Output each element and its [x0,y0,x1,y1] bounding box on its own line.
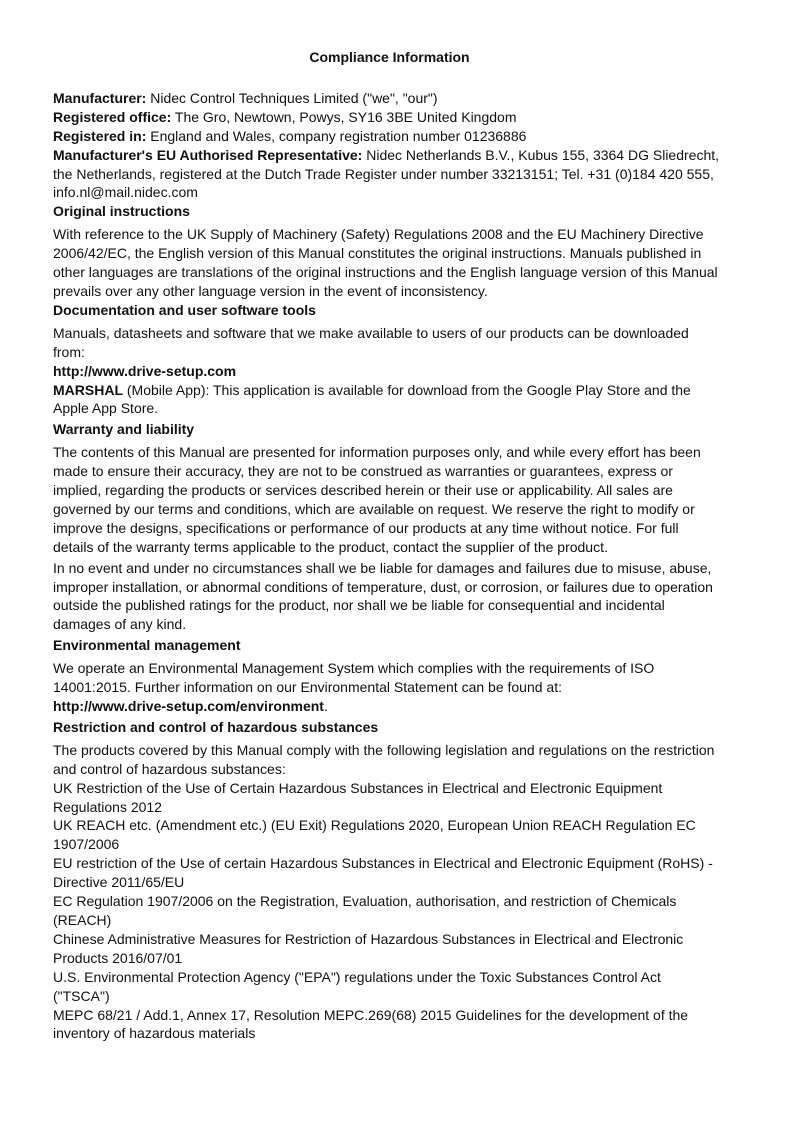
documentation-heading: Documentation and user software tools [53,301,316,318]
hazardous-heading: Restriction and control of hazardous substances [53,718,379,735]
warranty-heading: Warranty and liability [53,421,195,438]
environmental-text: We operate an Environmental Management System which complies with the requirements of ISO 14001:2015. Further information on our Environmental Statement can be found at: [53,660,655,696]
original-instructions-text: With reference to the UK Supply of Machinery (Safety) Regulations 2008 and the EU Machinery Directive 2006/42/EC, the English version of this Manual constitutes the original instructions. Manuals published in other languages are translations of the original instructions and the English language version of this Manual prevails over any other language version in the event of inconsistency. [53,226,718,299]
eu-representative-line [53,146,721,203]
marshal-label: MARSHAL [53,381,123,398]
marshal-line [53,381,721,419]
hazardous-item: Chinese Administrative Measures for Restriction of Hazardous Substances in Electrical and Electronic Products 2016/07/01 [53,930,684,966]
registered-office-value: The Gro, Newtown, Powys, SY16 3BE United Kingdom [171,108,517,125]
hazardous-intro: The products covered by this Manual comply with the following legislation and regulations on the restriction and control of hazardous substances: [53,741,715,777]
hazardous-item: MEPC 68/21 / Add.1, Annex 17, Resolution MEPC.269(68) 2015 Guidelines for the development of the inventory of hazardous materials [53,1006,689,1042]
eu-representative-value: Nidec Netherlands B.V., Kubus 155, 3364 DG Sliedrecht, the Netherlands, registered at the Dutch Trade Register under number 33213151; Tel. +31 (0)184 420 555, info.nl@mail.nidec.com [53,146,720,201]
registered-in-value: England and Wales, company registration number 01236886 [146,127,527,144]
hazardous-item: EU restriction of the Use of certain Hazardous Substances in Electrical and Electronic Equipment (RoHS) - Directive 2011/65/EU [53,855,713,891]
manufacturer-label: Manufacturer: [53,89,147,106]
registered-in-label: Registered in: [53,127,147,144]
hazardous-item: UK REACH etc. (Amendment etc.) (EU Exit) Regulations 2020, European Union REACH Regulation EC 1907/2006 [53,817,696,853]
hazardous-item: UK Restriction of the Use of Certain Hazardous Substances in Electrical and Electronic Equipment Regulations 2012 [53,779,663,815]
registered-office-line [53,108,721,127]
hazardous-item: U.S. Environmental Protection Agency ("EPA") regulations under the Toxic Substances Control Act ("TSCA") [53,968,661,1004]
environmental-link-suffix: . [323,698,328,714]
environmental-link-line [53,697,721,716]
manufacturer-value: Nidec Control Techniques Limited ("we", "our") [146,89,438,106]
warranty-paragraph-1: The contents of this Manual are presented for information purposes only, and while every effort has been made to ensure their accuracy, they are not to be construed as warranties or guarantees, express or implied, regarding the products or services described herein or their use or applicability. All sales are governed by our terms and conditions, which are available on request. We reserve the right to modify or improve the designs, specifications or performance of our products at any time without notice. For full details of the warranty terms applicable to the product, contact the supplier of the product. [53,444,701,555]
documentation-text: Manuals, datasheets and software that we make available to users of our products can be downloaded from: [53,324,689,360]
registered-in-line [53,127,721,146]
documentation-link[interactable]: http://www.drive-setup.com [53,362,237,379]
original-instructions-heading: Original instructions [53,203,190,220]
hazardous-item: EC Regulation 1907/2006 on the Registration, Evaluation, authorisation, and restriction of Chemicals (REACH) [53,893,677,928]
manufacturer-line [53,89,721,108]
environmental-heading: Environmental management [53,637,241,654]
compliance-page [53,48,721,1043]
registered-office-label: Registered office: [53,108,172,125]
page-title: Compliance Information [309,49,470,65]
eu-representative-label: Manufacturer's EU Authorised Representative: [53,146,363,163]
marshal-text: (Mobile App): This application is available for download from the Google Play Store and the Apple App Store. [53,381,691,417]
environmental-link[interactable]: http://www.drive-setup.com/environment [53,698,324,714]
warranty-paragraph-2: In no event and under no circumstances shall we be liable for damages and failures due to misuse, abuse, improper installation, or abnormal conditions of temperature, dust, or corrosion, or failures due to operation outside the published ratings for the product, nor shall we be liable for consequential and incidental damages of any kind. [53,559,713,633]
